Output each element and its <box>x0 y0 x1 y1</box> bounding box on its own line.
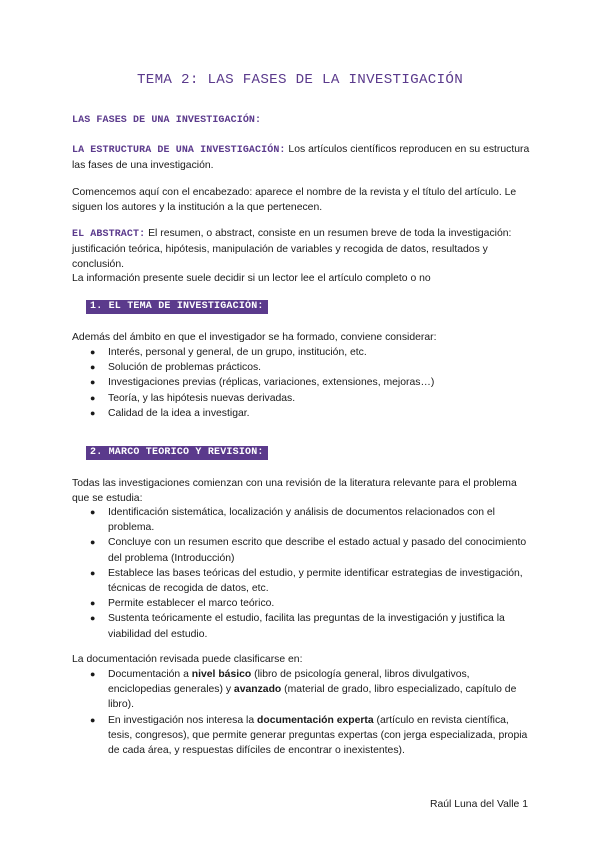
bullet-icon: ● <box>90 347 96 357</box>
section-2-header: 2. MARCO TEORICO Y REVISION: <box>86 446 268 460</box>
avanzado-term: avanzado <box>233 684 282 696</box>
list-item: ● Investigaciones previas (réplicas, variaciones, extensiones, mejoras…) <box>72 375 530 390</box>
list-item: ● Solución de problemas prácticos. <box>72 360 530 375</box>
section-1-intro: Además del ámbito en que el investigador se ha formado, conviene considerar: <box>72 332 437 343</box>
documentacion-list <box>72 667 530 758</box>
estructura-text: Los artículos científicos reproducen en su estructura las fases de una investigación. <box>72 144 530 172</box>
bullet-icon: ● <box>90 407 96 418</box>
bullet-icon: ● <box>90 598 96 609</box>
abstract-text: El resumen, o abstract, consiste en un resumen breve de toda la investigación: justificación teórica, hipótesis, manipulación de variables y recogida de datos, resultados y conclusión. <box>72 228 512 271</box>
bullet-icon: ● <box>90 714 96 725</box>
abstract-paragraph <box>72 226 530 273</box>
section-2-list <box>72 505 530 642</box>
abstract-label: EL ABSTRACT: <box>72 229 146 240</box>
list-item: ● Teoría, y las hipótesis nuevas derivadas. <box>72 391 530 406</box>
list-item: ● Interés, personal y general, de un grupo, institución, etc. <box>72 345 530 360</box>
section-2-intro: Todas las investigaciones comienzan con una revisión de la literatura relevante para el problema que se estudia: <box>72 478 517 505</box>
documentacion-intro: La documentación revisada puede clasificarse en: <box>72 654 303 665</box>
list-item: ● Concluye con un resumen escrito que describe el estado actual y pasado del conocimiento del problema (Introducción) <box>90 537 527 564</box>
bullet-icon: ● <box>90 537 96 548</box>
section-1-header: 1. EL TEMA DE INVESTIGACIÓN: <box>86 300 268 314</box>
estructura-paragraph <box>72 142 530 173</box>
list-item: ● Documentación a nivel básico (libro de psicología general, libros divulgativos, enciclopedias generales) y avanzado (material de grado, libro especializado, capítulo de libro). <box>90 669 517 711</box>
estructura-label: LA ESTRUCTURA DE UNA INVESTIGACIÓN: <box>72 145 286 156</box>
encabezado-paragraph: Comencemos aquí con el encabezado: aparece el nombre de la revista y el título del artículo. Le siguen los autores y la institución a la que pertenecen. <box>72 187 517 214</box>
bullet-icon: ● <box>90 669 96 679</box>
list-item: ● En investigación nos interesa la documentación experta (artículo en revista científica, tesis, congresos), que permite generar preguntas expertas (con jerga especializada, propia de cada área, y respuestas difíciles de encontrar o inexistentes). <box>90 714 528 757</box>
bullet-icon: ● <box>90 507 96 517</box>
list-item: ● Sustenta teóricamente el estudio, facilita las preguntas de la investigación y justifica la viabilidad del estudio. <box>90 613 505 640</box>
page-footer: Raúl Luna del Valle 1 <box>429 799 528 810</box>
nivel-basico-term: nivel básico <box>191 669 252 680</box>
bullet-icon: ● <box>90 377 96 388</box>
bullet-icon: ● <box>90 613 96 624</box>
list-item: ● Establece las bases teóricas del estudio, y permite identificar estrategias de investigación, técnicas de recogida de datos, etc. <box>90 567 523 595</box>
bullet-icon: ● <box>90 567 96 578</box>
abstract-extra: La información presente suele decidir si un lector lee el artículo completo o no <box>72 273 431 284</box>
list-item: ● Permite establecer el marco teórico. <box>72 596 530 611</box>
bullet-icon: ● <box>90 362 96 373</box>
list-item: ● Calidad de la idea a investigar. <box>72 406 530 421</box>
documentacion-experta-term: documentación experta <box>257 714 374 726</box>
page-title: TEMA 2: LAS FASES DE LA INVESTIGACIÓN <box>136 72 464 88</box>
section-1-list <box>72 345 530 421</box>
list-item: ● Identificación sistemática, localización y análisis de documentos relacionados con el problema. <box>90 507 495 534</box>
bullet-icon: ● <box>90 392 96 403</box>
subtitle: LAS FASES DE UNA INVESTIGACIÓN: <box>72 115 262 126</box>
